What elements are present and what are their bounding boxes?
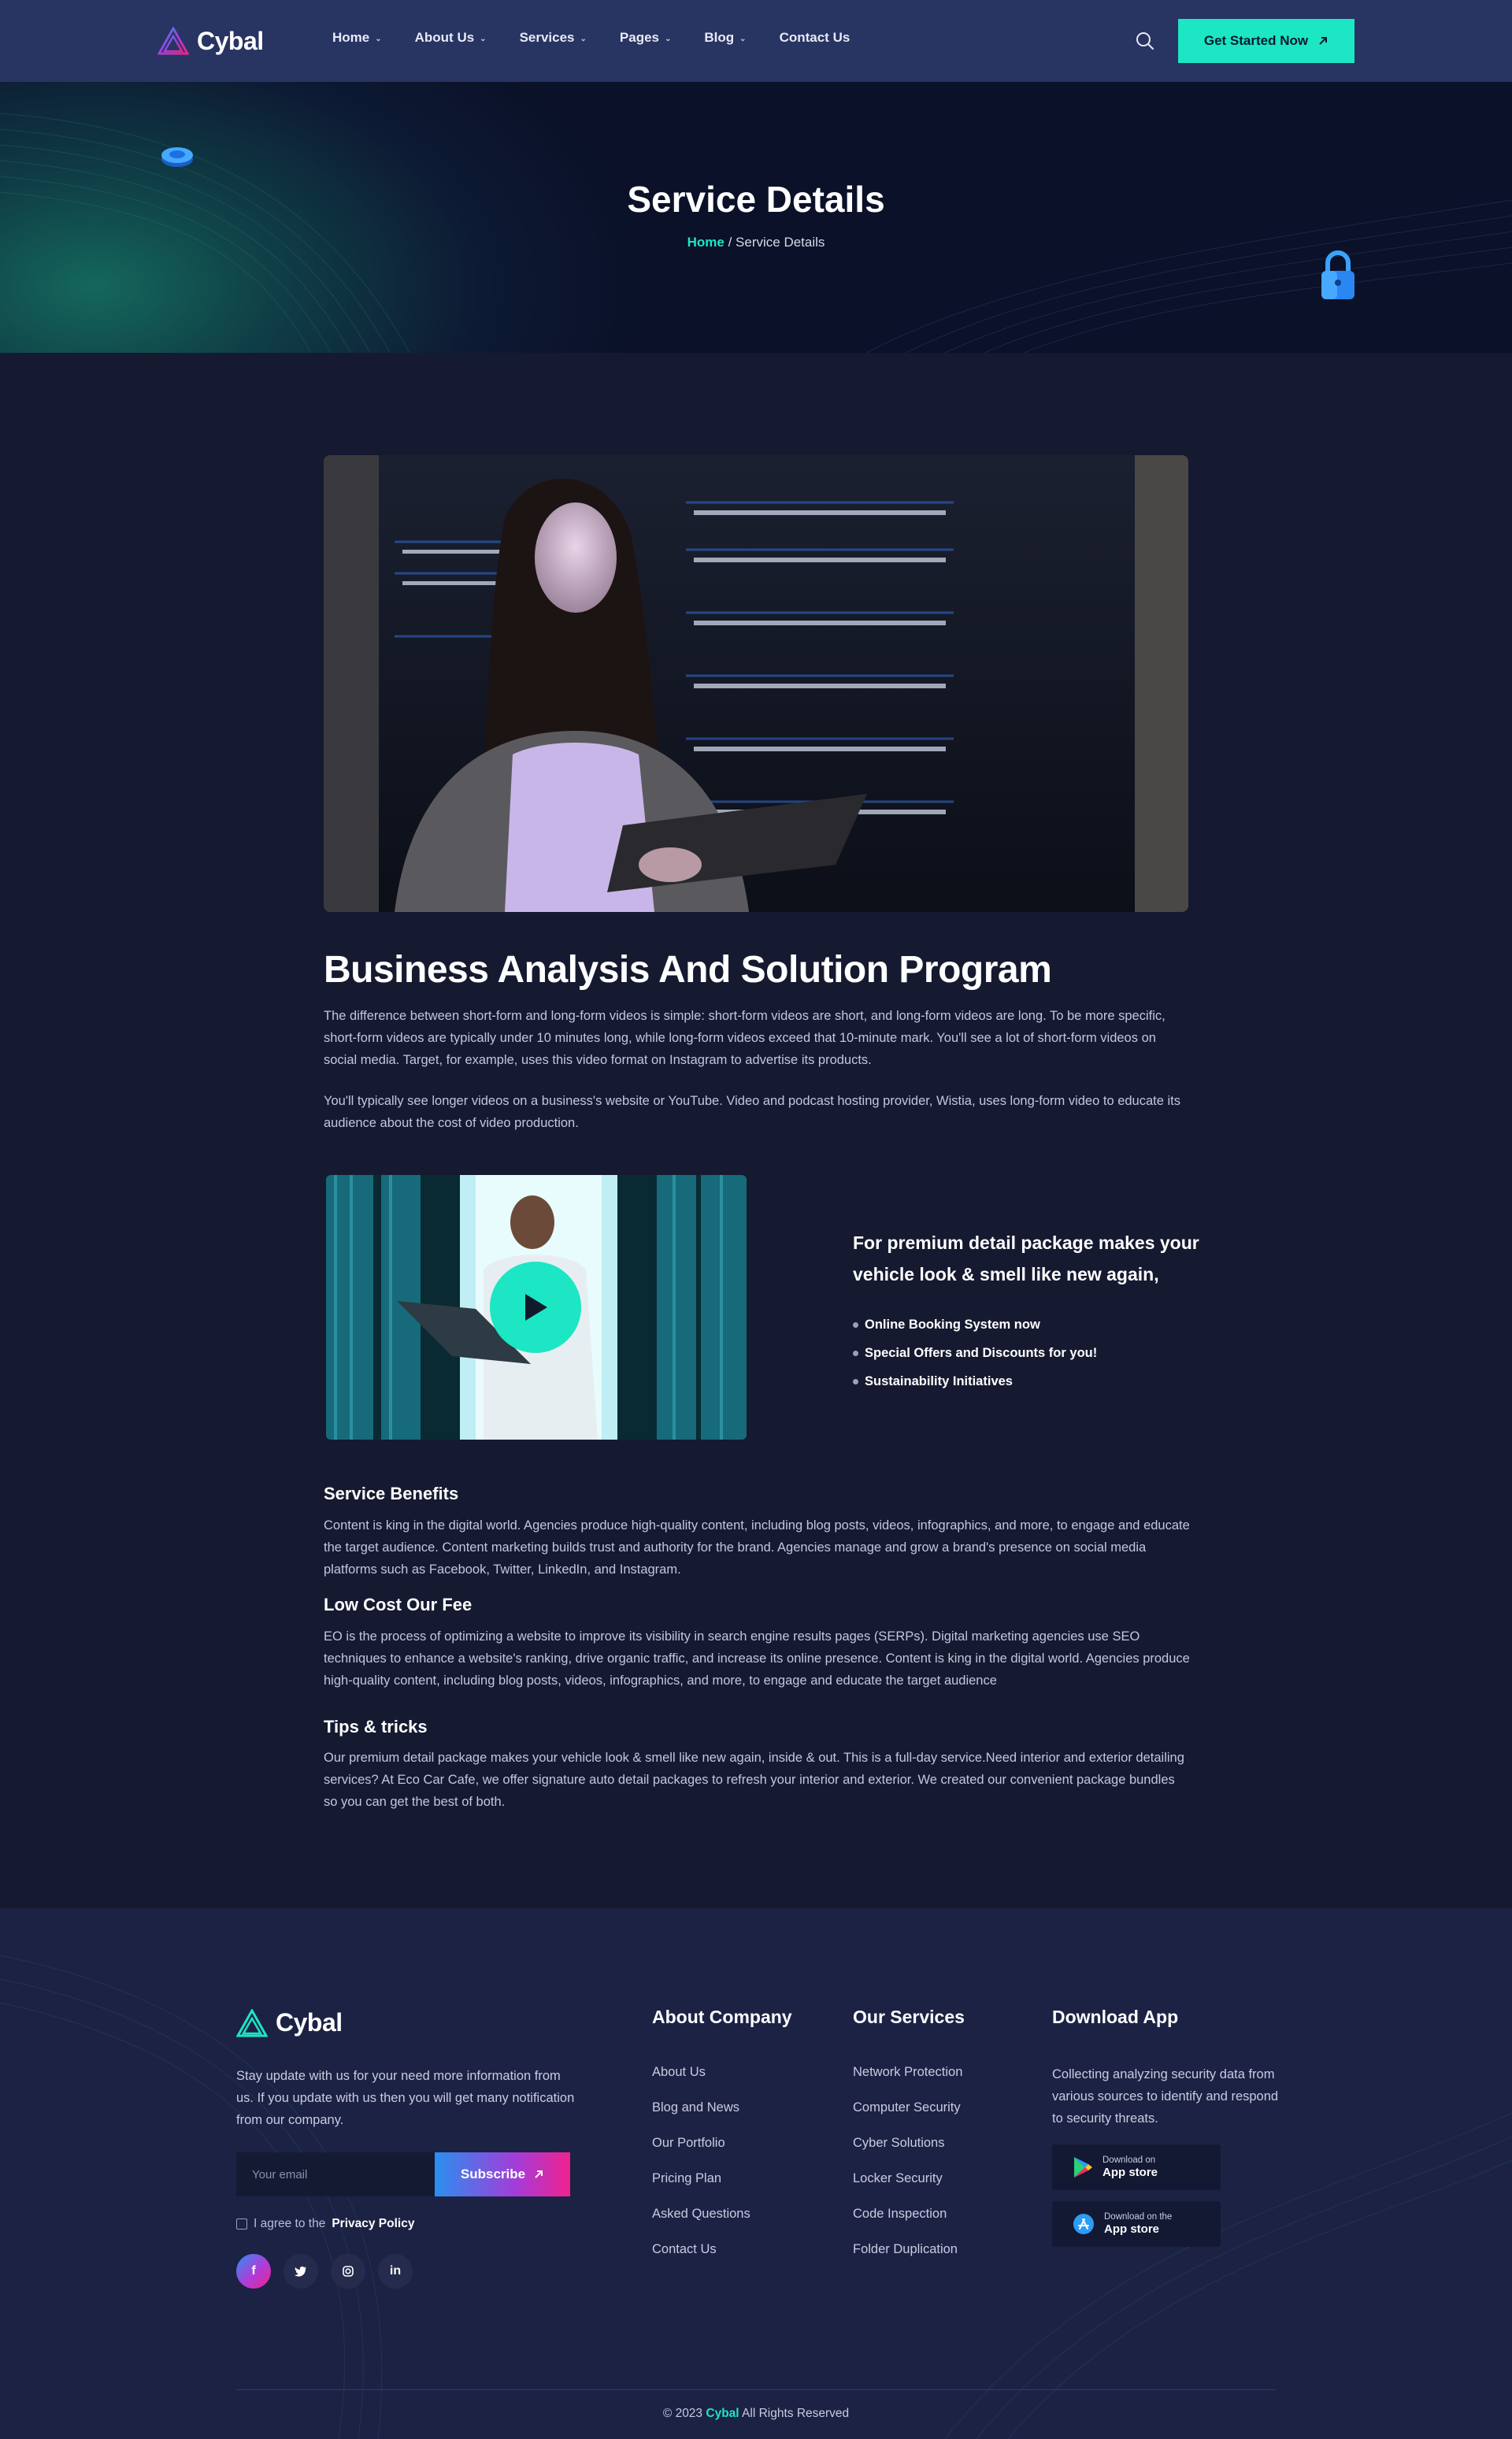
app-store-icon [1073,2213,1095,2235]
section-title-benefits: Service Benefits [324,1484,459,1503]
about-company-links [652,2065,750,2278]
nav-label: Home [332,30,370,45]
footer-column-title: Download App [1052,2007,1179,2027]
nav-item-about[interactable] [415,30,487,46]
breadcrumb-current: Service Details [736,235,825,250]
bullet-icon [853,1322,858,1328]
privacy-agree [236,2217,414,2231]
arrow-up-right-icon [533,2169,544,2180]
app-button-big-text: App store [1104,2222,1160,2236]
twitter-icon[interactable] [284,2254,318,2289]
service-heading: Business Analysis And Solution Program [324,949,1052,991]
footer-link[interactable]: Computer Security [853,2100,961,2115]
google-play-icon [1073,2156,1093,2178]
page-banner [0,82,1512,353]
app-button-big-text: App store [1102,2166,1158,2179]
footer-brand-logo[interactable] [236,2008,343,2037]
chevron-down-icon: ⌄ [480,34,487,43]
footer-wave-pattern [0,1908,1512,2439]
app-button-small-text: Download on the [1104,2212,1173,2222]
nav-label: Services [519,30,575,45]
facebook-icon[interactable]: f [236,2254,271,2289]
play-icon [522,1292,549,1322]
breadcrumb-home-link[interactable]: Home [687,235,724,250]
chevron-down-icon: ⌄ [375,34,382,43]
chevron-down-icon: ⌄ [580,34,587,43]
bullet-icon [853,1379,858,1384]
footer-link[interactable]: About Us [652,2065,706,2079]
nav-label: About Us [414,30,475,45]
list-item [853,1339,1097,1367]
nav-item-blog[interactable] [704,30,746,46]
logo-icon [236,2009,268,2037]
linkedin-icon[interactable]: in [378,2254,413,2289]
feature-label: Online Booking System now [865,1317,1040,1332]
cta-label: Get Started Now [1203,33,1309,48]
lock-decoration-icon [1318,249,1358,302]
search-icon[interactable] [1134,30,1156,52]
footer-link[interactable]: Contact Us [652,2242,717,2256]
nav-item-contact[interactable] [780,30,850,46]
footer-link[interactable]: Code Inspection [853,2207,947,2221]
nav-item-pages[interactable] [620,30,671,46]
brand-name: Cybal [276,2008,343,2037]
nav-label: Contact Us [779,30,850,45]
nav-item-services[interactable] [520,30,587,46]
nav-item-home[interactable] [332,30,382,46]
copyright-text: All Rights Reserved [742,2407,850,2420]
feature-heading: For premium detail package makes your vehicle look & smell like new again, [853,1232,1199,1284]
feature-label: Special Offers and Discounts for you! [865,1345,1098,1360]
section-title-tips: Tips & tricks [324,1717,428,1737]
get-started-button[interactable] [1178,19,1354,63]
footer-link[interactable]: Network Protection [853,2065,963,2079]
chevron-down-icon: ⌄ [665,34,672,43]
footer-link[interactable]: Blog and News [652,2100,739,2115]
arrow-up-right-icon [1317,35,1329,46]
our-services-links [853,2065,962,2278]
email-input[interactable] [236,2152,435,2196]
footer-link[interactable]: Asked Questions [652,2207,750,2221]
site-header [0,0,1512,82]
list-item [853,1310,1097,1339]
breadcrumb [0,235,1512,250]
service-paragraph-1: The difference between short-form and long-form videos is simple: short-form videos are short, and long-form videos are long. To be more specific, short-form videos are typically under 10 minutes long, while long-form videos exceed that 10-minute mark. You'll see a lot of short-form videos on social media. Target, for example, uses this video format on Instagram to advertise its products. [324,1009,1166,1067]
site-footer [0,1908,1512,2439]
feature-list [853,1310,1097,1396]
footer-link[interactable]: Locker Security [853,2171,943,2185]
copyright-year: © 2023 [662,2407,703,2420]
privacy-policy-link[interactable]: Privacy Policy [332,2217,415,2230]
app-button-small-text: Download on [1102,2155,1156,2165]
disc-decoration-icon [159,142,195,170]
breadcrumb-separator: / [728,235,732,250]
list-item [853,1367,1097,1396]
nav-label: Blog [704,30,735,45]
app-store-button[interactable] [1052,2201,1221,2247]
chevron-down-icon: ⌄ [739,34,747,43]
page-title: Service Details [627,179,885,220]
copyright [0,2407,1512,2421]
brand-name: Cybal [197,26,264,55]
agree-checkbox[interactable] [236,2218,247,2230]
subscribe-button[interactable] [435,2152,570,2196]
footer-column-title: About Company [652,2007,792,2027]
woman-with-tablet-illustration [324,455,1188,912]
section-text-tips: Our premium detail package makes your vehicle look & smell like new again, inside & out. This is a full-day service.Need interior and exterior detailing services? At Eco Car Cafe, we offer signature auto detail packages to refresh your interior and exterior. We created our convenient package bundles so you can get the best of both. [324,1751,1184,1809]
download-description: Collecting analyzing security data from various sources to identify and respond to security threats. [1052,2067,1279,2126]
service-hero-image [324,455,1188,912]
footer-link[interactable]: Cyber Solutions [853,2136,945,2150]
logo-icon [158,27,189,55]
email-placeholder: Your email [252,2167,308,2181]
section-text-cost: EO is the process of optimizing a website to improve its visibility in search engine results pages (SERPs). Digital marketing agencies use SEO techniques to enhance a website's ranking, drive organic traffic, and increase its online presence. Content is king in the digital world. Agencies produce high-quality content, including blog posts, videos, infographics, and more, to engage and educate the target audience [324,1629,1190,1688]
copyright-brand[interactable]: Cybal [706,2407,739,2420]
subscribe-label: Subscribe [460,2167,526,2181]
nav-label: Pages [619,30,659,45]
section-text-benefits: Content is king in the digital world. Agencies produce high-quality content, including blog posts, videos, infographics, and more, to engage and educate the target audience. Content marketing builds trust and authority for the brand. Agencies manage and grow a brand's presence on social media platforms such as Facebook, Twitter, LinkedIn, and Instagram. [324,1518,1190,1577]
social-links [236,2254,413,2289]
footer-link[interactable]: Pricing Plan [652,2171,722,2185]
feature-label: Sustainability Initiatives [865,1373,1013,1388]
agree-label: I agree to the [254,2217,326,2230]
footer-link[interactable]: Our Portfolio [652,2136,725,2150]
google-play-button[interactable] [1052,2144,1221,2190]
main-nav [332,30,850,46]
instagram-icon[interactable] [331,2254,365,2289]
footer-divider [236,2389,1276,2390]
play-button[interactable] [490,1262,581,1353]
brand-logo[interactable] [158,24,264,58]
footer-description: Stay update with us for your need more information from us. If you update with us then you will get many notification from our company. [236,2069,575,2127]
bullet-icon [853,1351,858,1356]
section-title-cost: Low Cost Our Fee [324,1595,472,1614]
footer-column-title: Our Services [853,2007,965,2027]
footer-link[interactable]: Folder Duplication [853,2242,958,2256]
service-paragraph-2: You'll typically see longer videos on a business's website or YouTube. Video and podcast hosting provider, Wistia, uses long-form video to educate its audience about the cost of video production. [324,1094,1181,1130]
